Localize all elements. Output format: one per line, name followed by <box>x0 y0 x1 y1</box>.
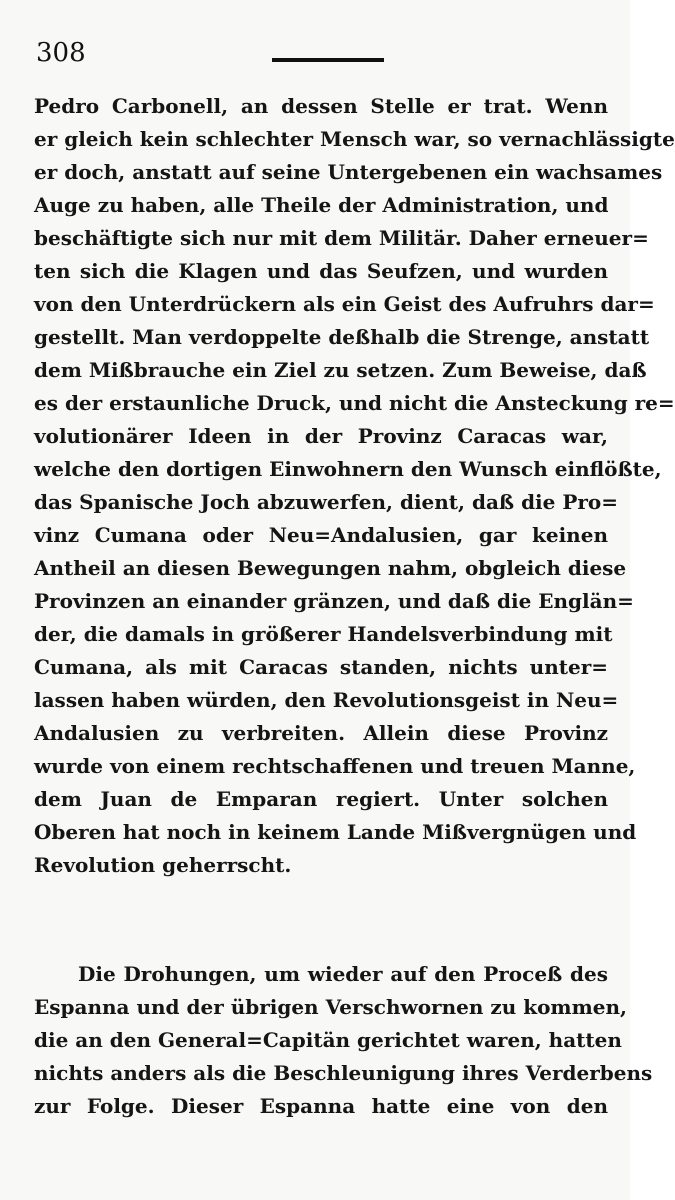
page-number: 308 <box>36 38 86 68</box>
text-line: Pedro Carbonell, an dessen Stelle er trat. Wenn <box>34 94 608 118</box>
text-line: zur Folge. Dieser Espanna hatte eine von den <box>34 1094 608 1118</box>
text-line: dem Juan de Emparan regiert. Unter solchen <box>34 787 608 811</box>
text-line: dem Mißbrauche ein Ziel zu setzen. Zum Beweise, daß <box>34 358 647 382</box>
paragraph-1 <box>34 90 675 882</box>
text-line: Revolution geherrscht. <box>34 853 292 877</box>
text-line: er doch, anstatt auf seine Untergebenen ein wachsames <box>34 160 663 184</box>
text-line: vinz Cumana oder Neu=Andalusien, gar keinen <box>34 523 608 547</box>
text-line: Auge zu haben, alle Theile der Administration, und <box>34 193 609 217</box>
text-line: Provinzen an einander gränzen, und daß die Englän= <box>34 589 634 613</box>
text-line: Oberen hat noch in keinem Lande Mißvergnügen und <box>34 820 637 844</box>
text-line: Cumana, als mit Caracas standen, nichts unter= <box>34 655 608 679</box>
paragraph-2 <box>34 958 653 1123</box>
text-line: das Spanische Joch abzuwerfen, dient, daß die Pro= <box>34 490 619 514</box>
text-line: der, die damals in größerer Handelsverbindung mit <box>34 622 613 646</box>
text-line: Andalusien zu verbreiten. Allein diese Provinz <box>34 721 608 745</box>
text-line: volutionärer Ideen in der Provinz Caracas war, <box>34 424 608 448</box>
text-line: die an den General=Capitän gerichtet waren, hatten <box>34 1028 622 1052</box>
text-line: von den Unterdrückern als ein Geist des Aufruhrs dar= <box>34 292 655 316</box>
text-line: welche den dortigen Einwohnern den Wunsch einflößte, <box>34 457 662 481</box>
text-line: Die Drohungen, um wieder auf den Proceß des <box>78 962 608 986</box>
text-line: Espanna und der übrigen Verschwornen zu kommen, <box>34 995 627 1019</box>
text-line: beschäftigte sich nur mit dem Militär. Daher erneuer= <box>34 226 649 250</box>
header-rule <box>272 58 384 62</box>
text-line: wurde von einem rechtschaffenen und treuen Manne, <box>34 754 636 778</box>
text-line: gestellt. Man verdoppelte deßhalb die Strenge, anstatt <box>34 325 650 349</box>
text-line: nichts anders als die Beschleunigung ihres Verderbens <box>34 1061 653 1085</box>
text-line: ten sich die Klagen und das Seufzen, und wurden <box>34 259 608 283</box>
text-line: es der erstaunliche Druck, und nicht die Ansteckung re= <box>34 391 675 415</box>
text-line: er gleich kein schlechter Mensch war, so vernachlässigte <box>34 127 675 151</box>
text-line: Antheil an diesen Bewegungen nahm, obgleich diese <box>34 556 627 580</box>
text-line: lassen haben würden, den Revolutionsgeist in Neu= <box>34 688 619 712</box>
